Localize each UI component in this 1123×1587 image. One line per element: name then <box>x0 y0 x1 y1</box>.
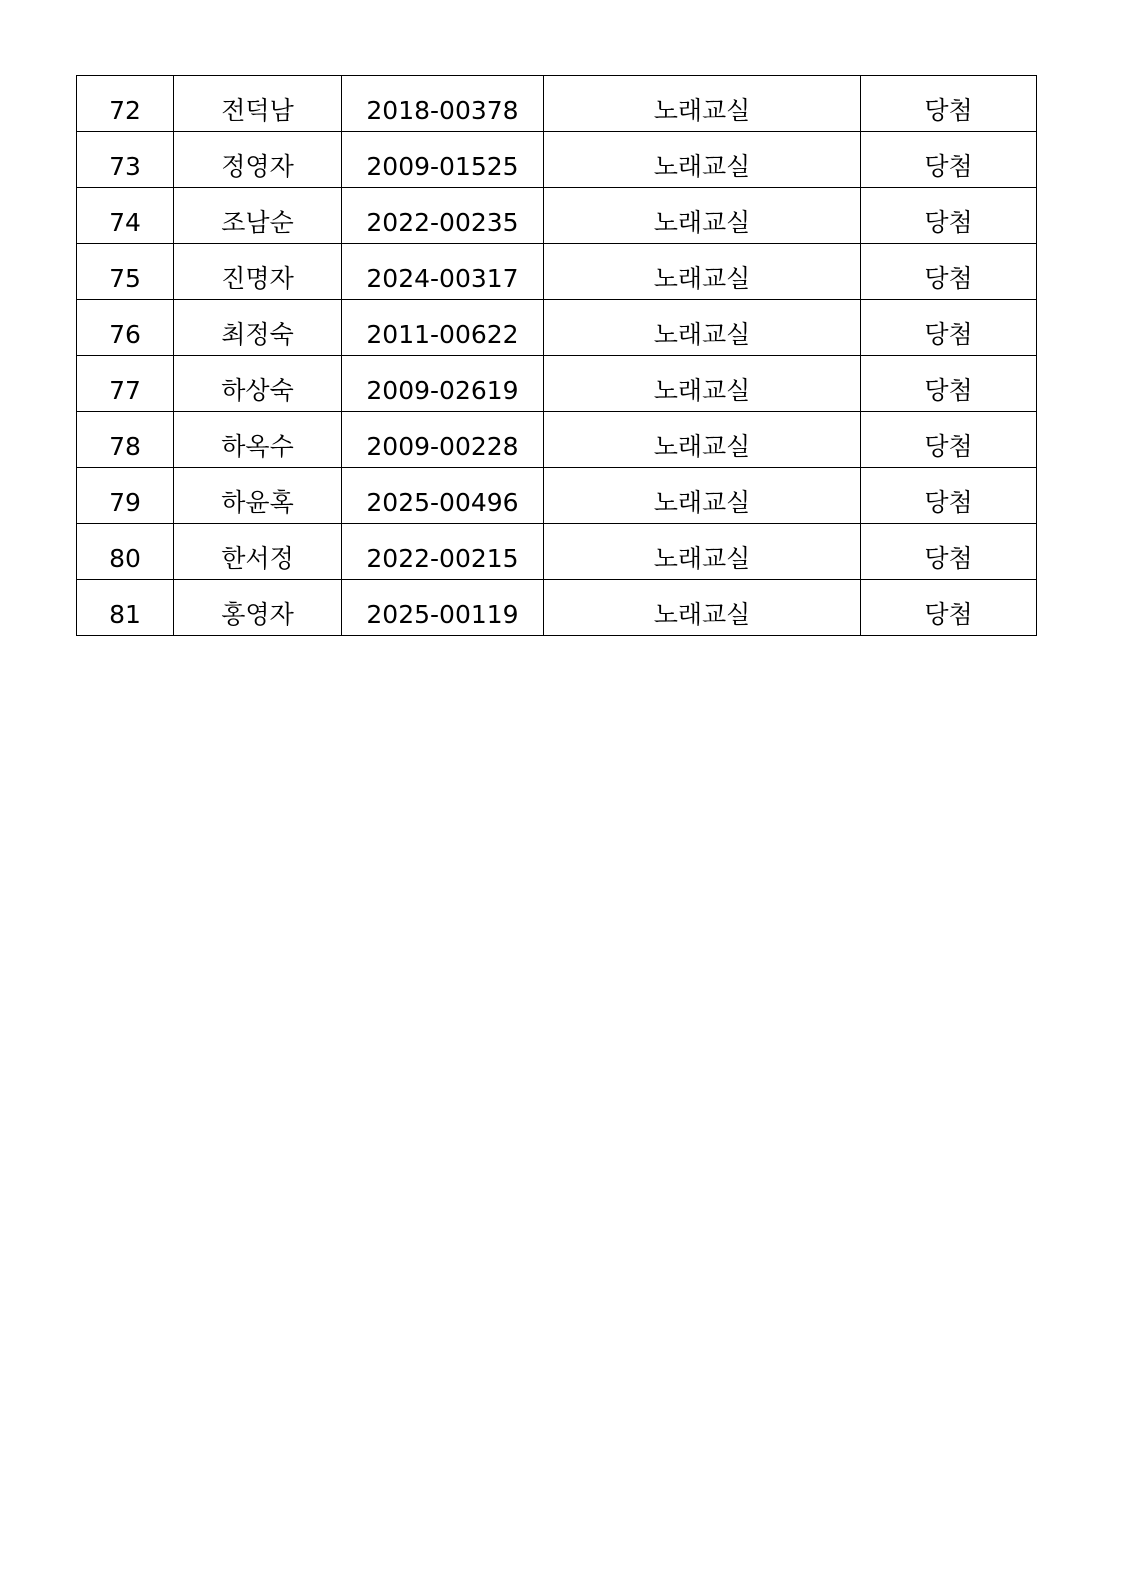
class-name-cell-text: 노래교실 <box>653 376 751 405</box>
row-number-cell-text: 78 <box>109 432 141 461</box>
member-id-cell <box>342 76 544 132</box>
results-table <box>76 75 1037 636</box>
member-id-cell <box>342 188 544 244</box>
name-cell <box>174 580 342 636</box>
class-name-cell <box>544 356 861 412</box>
result-cell-text: 당첨 <box>924 152 973 181</box>
name-cell-text: 하옥수 <box>221 432 294 461</box>
class-name-cell-text: 노래교실 <box>653 600 751 629</box>
row-number-cell-text: 75 <box>109 264 141 293</box>
row-number-cell-text: 79 <box>109 488 141 517</box>
row-number-cell-text: 80 <box>109 544 141 573</box>
member-id-cell <box>342 468 544 524</box>
member-id-cell-text: 2025-00119 <box>366 600 519 629</box>
member-id-cell <box>342 580 544 636</box>
class-name-cell <box>544 300 861 356</box>
name-cell-text: 최정숙 <box>221 320 294 349</box>
result-cell-text: 당첨 <box>924 600 973 629</box>
result-cell-text: 당첨 <box>924 96 973 125</box>
result-cell <box>861 300 1037 356</box>
row-number-cell <box>77 356 174 412</box>
member-id-cell <box>342 412 544 468</box>
result-cell <box>861 244 1037 300</box>
class-name-cell-text: 노래교실 <box>653 208 751 237</box>
class-name-cell <box>544 244 861 300</box>
class-name-cell-text: 노래교실 <box>653 432 751 461</box>
row-number-cell <box>77 132 174 188</box>
name-cell-text: 홍영자 <box>221 600 294 629</box>
name-cell <box>174 244 342 300</box>
table-row <box>77 244 1037 300</box>
class-name-cell <box>544 188 861 244</box>
member-id-cell-text: 2018-00378 <box>366 96 519 125</box>
table-row <box>77 356 1037 412</box>
table-row <box>77 524 1037 580</box>
result-cell <box>861 76 1037 132</box>
table-row <box>77 132 1037 188</box>
class-name-cell-text: 노래교실 <box>653 544 751 573</box>
member-id-cell-text: 2011-00622 <box>366 320 519 349</box>
result-cell-text: 당첨 <box>924 488 973 517</box>
name-cell-text: 진명자 <box>221 264 294 293</box>
row-number-cell-text: 77 <box>109 376 141 405</box>
table-row <box>77 412 1037 468</box>
result-cell <box>861 412 1037 468</box>
member-id-cell-text: 2022-00215 <box>366 544 519 573</box>
class-name-cell-text: 노래교실 <box>653 488 751 517</box>
row-number-cell <box>77 188 174 244</box>
class-name-cell <box>544 580 861 636</box>
table-row <box>77 76 1037 132</box>
result-cell <box>861 580 1037 636</box>
result-cell <box>861 188 1037 244</box>
name-cell <box>174 76 342 132</box>
member-id-cell <box>342 524 544 580</box>
row-number-cell-text: 76 <box>109 320 141 349</box>
name-cell-text: 하윤혹 <box>221 488 294 517</box>
table-row <box>77 188 1037 244</box>
result-cell <box>861 132 1037 188</box>
row-number-cell-text: 74 <box>109 208 141 237</box>
row-number-cell-text: 73 <box>109 152 141 181</box>
name-cell-text: 정영자 <box>221 152 294 181</box>
row-number-cell <box>77 300 174 356</box>
result-cell-text: 당첨 <box>924 208 973 237</box>
member-id-cell-text: 2022-00235 <box>366 208 519 237</box>
member-id-cell <box>342 132 544 188</box>
result-cell <box>861 524 1037 580</box>
class-name-cell-text: 노래교실 <box>653 320 751 349</box>
name-cell-text: 한서정 <box>221 544 294 573</box>
row-number-cell <box>77 412 174 468</box>
class-name-cell <box>544 132 861 188</box>
name-cell <box>174 356 342 412</box>
results-table-body <box>77 76 1037 636</box>
member-id-cell-text: 2009-01525 <box>366 152 519 181</box>
row-number-cell <box>77 76 174 132</box>
table-row <box>77 468 1037 524</box>
name-cell-text: 하상숙 <box>221 376 294 405</box>
row-number-cell-text: 81 <box>109 600 141 629</box>
result-cell-text: 당첨 <box>924 264 973 293</box>
member-id-cell <box>342 300 544 356</box>
result-cell <box>861 356 1037 412</box>
class-name-cell <box>544 468 861 524</box>
name-cell <box>174 412 342 468</box>
name-cell <box>174 132 342 188</box>
class-name-cell-text: 노래교실 <box>653 264 751 293</box>
table-row <box>77 300 1037 356</box>
result-cell-text: 당첨 <box>924 376 973 405</box>
member-id-cell-text: 2025-00496 <box>366 488 519 517</box>
member-id-cell-text: 2009-00228 <box>366 432 519 461</box>
member-id-cell <box>342 244 544 300</box>
result-cell-text: 당첨 <box>924 320 973 349</box>
class-name-cell <box>544 524 861 580</box>
row-number-cell <box>77 580 174 636</box>
table-row <box>77 580 1037 636</box>
class-name-cell <box>544 412 861 468</box>
row-number-cell <box>77 468 174 524</box>
name-cell <box>174 524 342 580</box>
class-name-cell <box>544 76 861 132</box>
row-number-cell-text: 72 <box>109 96 141 125</box>
name-cell <box>174 188 342 244</box>
name-cell <box>174 300 342 356</box>
name-cell-text: 전덕남 <box>221 96 294 125</box>
row-number-cell <box>77 244 174 300</box>
result-cell-text: 당첨 <box>924 432 973 461</box>
name-cell <box>174 468 342 524</box>
member-id-cell-text: 2009-02619 <box>366 376 519 405</box>
class-name-cell-text: 노래교실 <box>653 152 751 181</box>
class-name-cell-text: 노래교실 <box>653 96 751 125</box>
result-cell <box>861 468 1037 524</box>
result-cell-text: 당첨 <box>924 544 973 573</box>
name-cell-text: 조남순 <box>221 208 294 237</box>
member-id-cell-text: 2024-00317 <box>366 264 519 293</box>
row-number-cell <box>77 524 174 580</box>
member-id-cell <box>342 356 544 412</box>
